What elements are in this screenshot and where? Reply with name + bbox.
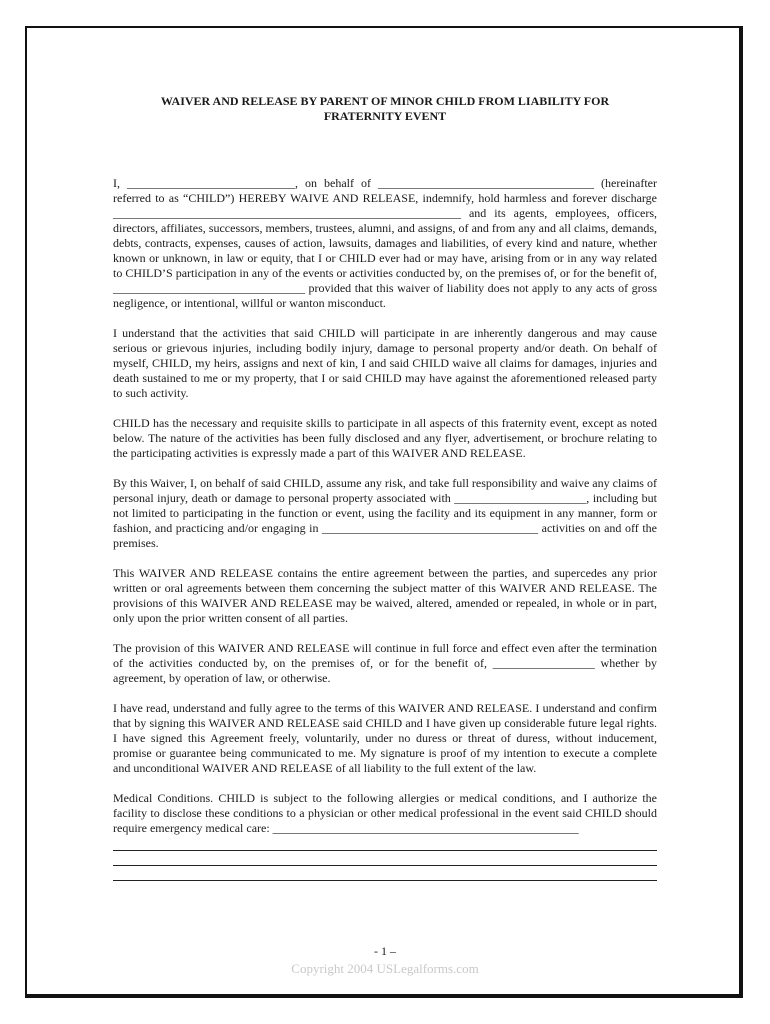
paragraph-risks: I understand that the activities that said CHILD will participate in are inherently dangerous and may cause serious or grievous injuries, including bodily injury, damage to personal property and/or death. On behalf of myself, CHILD, my heirs, assigns and next of kin, I and said CHILD waive all claims for damages, injuries and death sustained to me or my property, that I or said CHILD may have against the aforementioned released party to such activity. [113, 326, 657, 400]
page-number: - 1 – [374, 944, 396, 958]
paragraph-survival: The provision of this WAIVER AND RELEASE will continue in full force and effect even after the termination of the activities conducted by, on the premises of, or for the benefit of, _________________ whether by agreement, by operation of law, or otherwise. [113, 641, 657, 685]
paragraph-assume-risk: By this Waiver, I, on behalf of said CHILD, assume any risk, and take full responsibility and waive any claims of personal injury, death or damage to personal property associated with ______________________, including but not limited to participating in the function or event, using the facility and its equipment in any manner, form or fashion, and practicing and/or engaging in ____________________________________ activities on and off the premises. [113, 476, 657, 550]
title-line-1: WAIVER AND RELEASE BY PARENT OF MINOR CHILD FROM LIABILITY FOR [160, 94, 610, 108]
paragraph-acknowledgement: I have read, understand and fully agree to the terms of this WAIVER AND RELEASE. I understand and confirm that by signing this WAIVER AND RELEASE said CHILD and I have given up considerable future legal rights. I have signed this Agreement freely, voluntarily, under no duress or threat of duress, without inducement, promise or guarantee being communicated to me. My signature is proof of my intention to execute a complete and unconditional WAIVER AND RELEASE of all liability to the full extent of the law. [113, 701, 657, 775]
copyright-notice: Copyright 2004 USLegalforms.com [291, 961, 479, 976]
medical-blank-line-2[interactable] [113, 851, 657, 866]
paragraph-entire-agreement: This WAIVER AND RELEASE contains the entire agreement between the parties, and supercedes any prior written or oral agreements between them concerning the subject matter of this WAIVER AND RELEASE. The provisions of this WAIVER AND RELEASE may be waived, altered, amended or repealed, in whole or in part, only upon the prior written consent of all parties. [113, 566, 657, 625]
paragraph-waiver: I, ____________________________, on behalf of ____________________________________ (hereinafter referred to as “CHILD”) HEREBY WAIVE AND RELEASE, indemnify, hold harmless and forever discharge __________________________________________________________ and its agents, employees, officers, directors, affiliates, successors, members, trustees, alumni, and assigns, of and from any and all claims, demands, debts, contracts, expenses, causes of action, lawsuits, damages and liabilities, of every kind and nature, whether known or unknown, in law or equity, that I or CHILD ever had or may have, arising from or in any way related to CHILD’S participation in any of the events or activities conducted by, on the premises of, or for the benefit of, ________________________________ provided that this waiver of liability does not apply to any acts of gross negligence, or intentional, willful or wanton misconduct. [113, 176, 657, 310]
paragraph-medical-conditions: Medical Conditions. CHILD is subject to the following allergies or medical conditions, and I authorize the facility to disclose these conditions to a physician or other medical professional in the event said CHILD should require emergency medical care: ___________________________________________________ [113, 791, 657, 835]
paragraph-skills: CHILD has the necessary and requisite skills to participate in all aspects of this fraternity event, except as noted below. The nature of the activities has been fully disclosed and any flyer, advertisement, or brochure relating to the participating activities is expressly made a part of this WAIVER AND RELEASE. [113, 416, 657, 460]
title-line-2: FRATERNITY EVENT [323, 109, 447, 123]
medical-blank-line-1[interactable] [113, 836, 657, 851]
document-title [113, 94, 657, 124]
medical-blank-line-3[interactable] [113, 866, 657, 881]
document-body [113, 94, 657, 881]
